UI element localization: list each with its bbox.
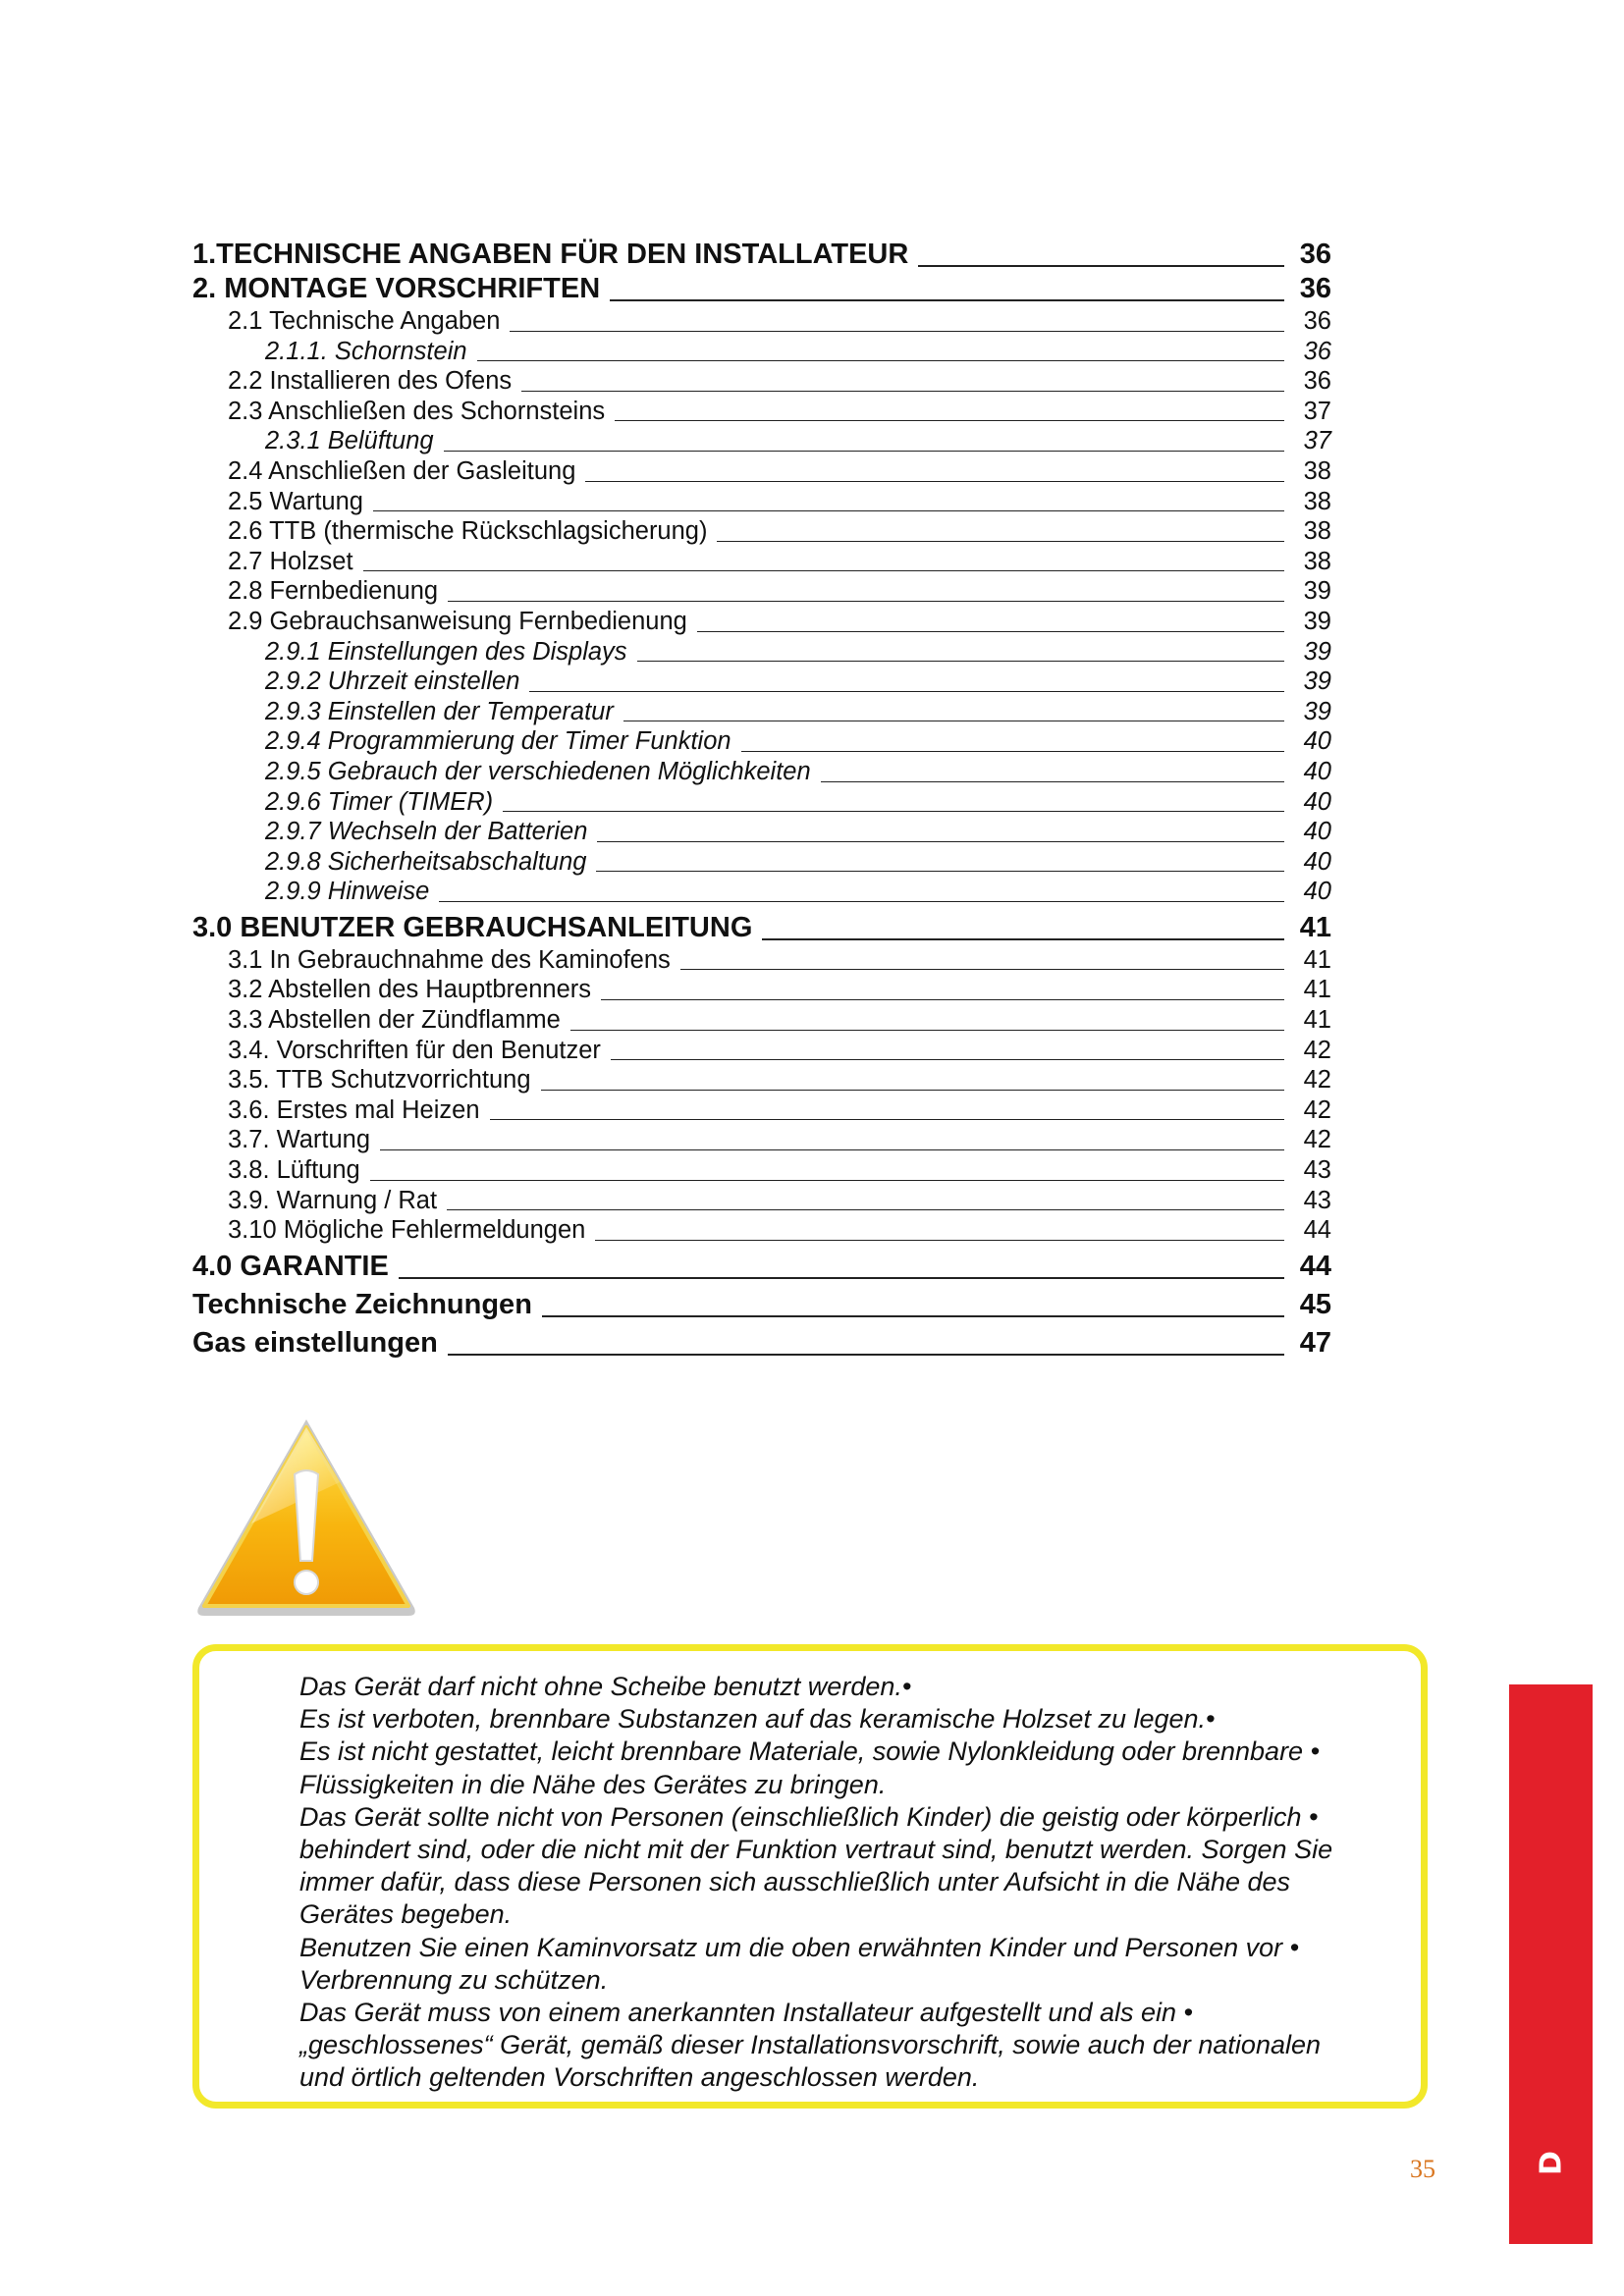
safety-notice-box bbox=[192, 1644, 1428, 2109]
toc-entry-page: 39 bbox=[1303, 697, 1331, 725]
toc-entry-title: 2.7 Holzset bbox=[228, 547, 353, 575]
toc-leader-line bbox=[541, 1090, 1284, 1091]
toc-leader-line bbox=[447, 1209, 1284, 1210]
toc-leader-line bbox=[918, 265, 1284, 267]
toc-entry-title: 3.3 Abstellen der Zündflamme bbox=[228, 1006, 561, 1035]
safety-notice-text bbox=[299, 1671, 1399, 2095]
toc-entry-page: 39 bbox=[1303, 577, 1331, 606]
toc-entry bbox=[192, 1327, 1331, 1362]
toc-entry-title: Gas einstellungen bbox=[192, 1326, 438, 1359]
toc-entry-page: 36 bbox=[1303, 337, 1331, 365]
toc-entry bbox=[192, 1156, 1331, 1187]
toc-entry bbox=[192, 758, 1331, 788]
toc-entry bbox=[192, 488, 1331, 518]
notice-line: und örtlich geltenden Vorschriften angeschlossen werden. bbox=[299, 2062, 980, 2093]
toc-entry-page: 38 bbox=[1303, 547, 1331, 575]
toc-leader-line bbox=[529, 691, 1284, 692]
toc-entry-title: 2.9.3 Einstellen der Temperatur bbox=[265, 697, 614, 725]
toc-leader-line bbox=[615, 420, 1284, 421]
toc-entry bbox=[192, 1066, 1331, 1096]
toc-entry-page: 40 bbox=[1303, 787, 1331, 816]
toc-entry bbox=[192, 457, 1331, 488]
page-number: 35 bbox=[1410, 2155, 1435, 2183]
table-of-contents bbox=[192, 239, 1331, 1362]
toc-entry-title: 2.1.1. Schornstein bbox=[265, 337, 467, 365]
toc-entry-title: 2.9.9 Hinweise bbox=[265, 878, 430, 906]
toc-entry-title: 3.6. Erstes mal Heizen bbox=[228, 1095, 480, 1124]
toc-leader-line bbox=[373, 510, 1284, 511]
toc-leader-line bbox=[439, 901, 1284, 902]
toc-entry-title: 2.3 Anschließen des Schornsteins bbox=[228, 397, 606, 425]
language-tab-letter: D bbox=[1534, 2151, 1568, 2175]
toc-entry-title: 3.10 Mögliche Fehlermeldungen bbox=[228, 1216, 586, 1245]
toc-leader-line bbox=[717, 541, 1284, 542]
toc-entry bbox=[192, 878, 1331, 908]
toc-entry bbox=[192, 638, 1331, 668]
toc-entry bbox=[192, 848, 1331, 879]
toc-entry-page: 40 bbox=[1303, 757, 1331, 785]
toc-entry-title: 2.2 Installieren des Ofens bbox=[228, 367, 513, 396]
toc-entry-page: 42 bbox=[1303, 1095, 1331, 1124]
toc-entry-title: 2.9.5 Gebrauch der verschiedenen Möglichkeiten bbox=[265, 757, 811, 785]
toc-entry-page: 42 bbox=[1303, 1036, 1331, 1064]
toc-leader-line bbox=[596, 871, 1284, 872]
toc-entry bbox=[192, 727, 1331, 758]
toc-entry-page: 40 bbox=[1303, 847, 1331, 876]
toc-entry-title: 1.TECHNISCHE ANGABEN FÜR DEN INSTALLATEUR bbox=[192, 239, 909, 270]
toc-leader-line bbox=[380, 1149, 1284, 1150]
toc-entry-page: 41 bbox=[1303, 976, 1331, 1004]
toc-leader-line bbox=[542, 1315, 1284, 1317]
toc-entry bbox=[192, 946, 1331, 977]
toc-entry-title: 2.3.1 Belüftung bbox=[265, 427, 434, 455]
toc-entry bbox=[192, 239, 1331, 273]
toc-entry bbox=[192, 1187, 1331, 1217]
toc-leader-line bbox=[448, 1354, 1284, 1356]
toc-entry-page: 44 bbox=[1299, 1250, 1331, 1282]
toc-entry bbox=[192, 818, 1331, 848]
toc-entry-page: 40 bbox=[1303, 818, 1331, 846]
notice-line: Verbrennung zu schützen. bbox=[299, 1964, 609, 1995]
toc-entry bbox=[192, 788, 1331, 819]
toc-entry-page: 42 bbox=[1303, 1126, 1331, 1154]
toc-entry-page: 41 bbox=[1299, 911, 1331, 943]
toc-entry-page: 37 bbox=[1303, 427, 1331, 455]
toc-leader-line bbox=[370, 1180, 1284, 1181]
toc-entry-title: 2.9.1 Einstellungen des Displays bbox=[265, 637, 627, 666]
toc-entry-page: 40 bbox=[1303, 878, 1331, 906]
toc-entry-page: 38 bbox=[1303, 487, 1331, 515]
toc-entry bbox=[192, 698, 1331, 728]
notice-line: Das Gerät darf nicht ohne Scheibe benutzt werden.• bbox=[299, 1672, 912, 1701]
toc-entry bbox=[192, 338, 1331, 368]
toc-entry-title: 3.4. Vorschriften für den Benutzer bbox=[228, 1036, 601, 1064]
toc-entry bbox=[192, 427, 1331, 457]
toc-entry-title: 3.8. Lüftung bbox=[228, 1156, 360, 1185]
toc-entry-page: 36 bbox=[1299, 273, 1331, 304]
toc-entry bbox=[192, 1096, 1331, 1127]
toc-entry-page: 39 bbox=[1303, 637, 1331, 666]
toc-entry bbox=[192, 1126, 1331, 1156]
toc-entry bbox=[192, 367, 1331, 398]
toc-entry-page: 38 bbox=[1303, 456, 1331, 485]
toc-entry-page: 36 bbox=[1303, 367, 1331, 396]
notice-line: Es ist verboten, brennbare Substanzen auf das keramische Holzset zu legen.• bbox=[299, 1704, 1216, 1735]
toc-entry bbox=[192, 1006, 1331, 1037]
toc-entry-page: 39 bbox=[1303, 607, 1331, 635]
notice-line: „geschlossenes“ Gerät, gemäß dieser Installationsvorschrift, sowie auch der nationalen bbox=[299, 2030, 1322, 2060]
toc-leader-line bbox=[444, 451, 1284, 452]
toc-leader-line bbox=[503, 811, 1284, 812]
toc-entry-title: 3.5. TTB Schutzvorrichtung bbox=[228, 1066, 531, 1095]
toc-entry-title: 2.5 Wartung bbox=[228, 487, 363, 515]
toc-entry-title: 2.9.8 Sicherheitsabschaltung bbox=[265, 847, 587, 876]
toc-entry bbox=[192, 667, 1331, 698]
toc-leader-line bbox=[637, 661, 1284, 662]
notice-line: immer dafür, dass diese Personen sich ausschließlich unter Aufsicht in die Nähe des bbox=[299, 1867, 1291, 1897]
toc-entry bbox=[192, 307, 1331, 338]
toc-entry-title: 2.9.6 Timer (TIMER) bbox=[265, 787, 494, 816]
toc-entry-title: 2. MONTAGE VORSCHRIFTEN bbox=[192, 273, 601, 304]
notice-line: Benutzen Sie einen Kaminvorsatz um die oben erwähnten Kinder und Personen vor • bbox=[299, 1932, 1300, 1962]
toc-leader-line bbox=[680, 969, 1284, 970]
toc-entry-title: 2.4 Anschließen der Gasleitung bbox=[228, 456, 576, 485]
toc-entry-page: 41 bbox=[1303, 945, 1331, 974]
toc-entry-title: 2.9.7 Wechseln der Batterien bbox=[265, 818, 588, 846]
toc-entry bbox=[192, 1037, 1331, 1067]
toc-entry-page: 39 bbox=[1303, 667, 1331, 696]
toc-leader-line bbox=[490, 1119, 1284, 1120]
notice-line: Flüssigkeiten in die Nähe des Gerätes zu bringen. bbox=[299, 1769, 887, 1799]
toc-entry bbox=[192, 398, 1331, 428]
notice-line: Es ist nicht gestattet, leicht brennbare Materiale, sowie Nylonkleidung oder brennbare • bbox=[299, 1736, 1321, 1767]
toc-leader-line bbox=[601, 999, 1284, 1000]
toc-entry-page: 47 bbox=[1299, 1326, 1331, 1359]
toc-entry-title: 4.0 GARANTIE bbox=[192, 1250, 389, 1282]
toc-leader-line bbox=[595, 1240, 1284, 1241]
toc-entry-page: 42 bbox=[1303, 1066, 1331, 1095]
toc-leader-line bbox=[521, 391, 1284, 392]
toc-entry-page: 36 bbox=[1299, 239, 1331, 270]
toc-entry bbox=[192, 577, 1331, 608]
toc-leader-line bbox=[363, 570, 1284, 571]
toc-entry-title: 2.8 Fernbedienung bbox=[228, 577, 439, 606]
toc-entry-page: 38 bbox=[1303, 517, 1331, 546]
toc-entry-page: 37 bbox=[1303, 397, 1331, 425]
toc-entry bbox=[192, 548, 1331, 578]
toc-leader-line bbox=[610, 299, 1284, 301]
toc-entry-title: 2.6 TTB (thermische Rückschlagsicherung) bbox=[228, 517, 708, 546]
toc-entry bbox=[192, 1216, 1331, 1247]
toc-leader-line bbox=[399, 1277, 1284, 1279]
toc-leader-line bbox=[585, 481, 1284, 482]
toc-leader-line bbox=[448, 601, 1284, 602]
toc-leader-line bbox=[510, 331, 1284, 332]
toc-leader-line bbox=[821, 781, 1284, 782]
toc-entry bbox=[192, 912, 1331, 946]
toc-entry-title: Technische Zeichnungen bbox=[192, 1288, 532, 1320]
toc-entry-title: 3.0 BENUTZER GEBRAUCHSANLEITUNG bbox=[192, 911, 753, 943]
toc-entry-title: 3.9. Warnung / Rat bbox=[228, 1186, 438, 1214]
toc-leader-line bbox=[697, 631, 1284, 632]
toc-entry bbox=[192, 1289, 1331, 1323]
toc-leader-line bbox=[570, 1030, 1284, 1031]
notice-line: Das Gerät sollte nicht von Personen (einschließlich Kinder) die geistig oder körperlich • bbox=[299, 1801, 1319, 1832]
toc-entry-page: 41 bbox=[1303, 1006, 1331, 1035]
toc-leader-line bbox=[477, 360, 1284, 361]
toc-entry-title: 3.1 In Gebrauchnahme des Kaminofens bbox=[228, 945, 671, 974]
toc-leader-line bbox=[611, 1059, 1284, 1060]
notice-line: behindert sind, oder die nicht mit der Funktion vertraut sind, benutzt werden. Sorgen Sie bbox=[299, 1835, 1333, 1865]
toc-entry-title: 2.9.2 Uhrzeit einstellen bbox=[265, 667, 520, 696]
toc-entry-page: 40 bbox=[1303, 727, 1331, 756]
notice-line: Das Gerät muss von einem anerkannten Installateur aufgestellt und als ein • bbox=[299, 1998, 1193, 2028]
toc-entry-title: 2.9 Gebrauchsanweisung Fernbedienung bbox=[228, 607, 687, 635]
warning-triangle-icon bbox=[192, 1414, 420, 1622]
toc-leader-line bbox=[741, 751, 1284, 752]
toc-entry bbox=[192, 1251, 1331, 1285]
toc-entry-title: 3.7. Wartung bbox=[228, 1126, 371, 1154]
toc-entry-page: 43 bbox=[1303, 1186, 1331, 1214]
toc-entry bbox=[192, 976, 1331, 1006]
toc-entry-page: 43 bbox=[1303, 1156, 1331, 1185]
toc-entry-title: 2.1 Technische Angaben bbox=[228, 307, 501, 335]
toc-leader-line bbox=[597, 841, 1284, 842]
toc-entry-title: 2.9.4 Programmierung der Timer Funktion bbox=[265, 727, 731, 756]
toc-entry-page: 36 bbox=[1303, 307, 1331, 335]
toc-entry bbox=[192, 273, 1331, 307]
toc-entry-page: 45 bbox=[1299, 1288, 1331, 1320]
toc-entry bbox=[192, 608, 1331, 638]
toc-entry-title: 3.2 Abstellen des Hauptbrenners bbox=[228, 976, 591, 1004]
toc-entry bbox=[192, 517, 1331, 548]
language-tab bbox=[1509, 1684, 1593, 2244]
notice-line: Gerätes begeben. bbox=[299, 1899, 513, 1930]
toc-leader-line bbox=[762, 938, 1284, 940]
toc-entry-page: 44 bbox=[1303, 1216, 1331, 1245]
